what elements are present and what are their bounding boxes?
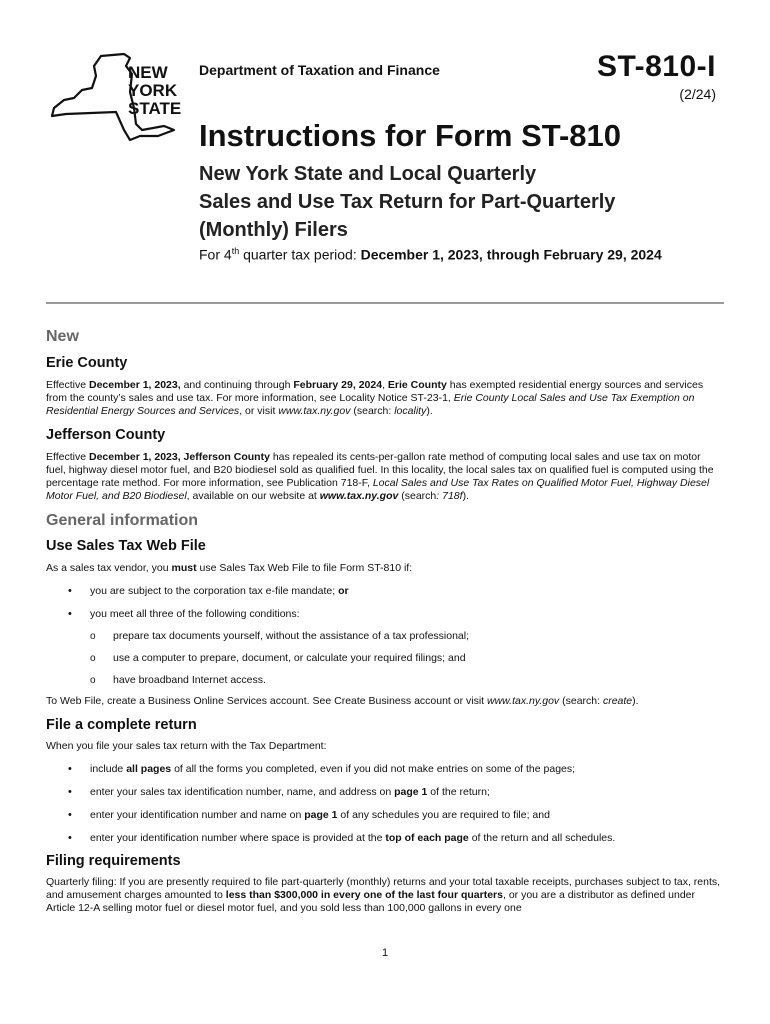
list-item: o have broadband Internet access. [46, 674, 722, 687]
erie-county-heading: Erie County [46, 355, 128, 371]
section-heading-new: New [46, 328, 79, 345]
web-file-subconditions [46, 630, 722, 687]
form-id: ST-810-I [596, 50, 716, 83]
instructions-body [46, 328, 722, 915]
web-file-intro: As a sales tax vendor, you must use Sales Tax Web File to file Form ST-810 if: [46, 562, 413, 574]
list-item: o prepare tax documents yourself, without the assistance of a tax professional; [46, 630, 722, 643]
filing-requirements-paragraph: Quarterly filing: If you are presently required to file part-quarterly (monthly) returns and your total taxable receipts, purchases subject to tax, rents, and amusement charges amounted to less than $300,000 in every one of the last four quarters, or you are a distributor as defined under Article 12-A selling motor fuel or diesel motor fuel, and you sold less than 100,000 gallons in every one [46, 876, 721, 914]
header-divider [46, 302, 724, 304]
web-file-outro: To Web File, create a Business Online Services account. See Create Business account or visit www.tax.ny.gov (search: create). [46, 695, 639, 707]
list-item: • enter your identification number and name on page 1 of any schedules you are required to file; and [46, 809, 722, 822]
subtitle-line: Sales and Use Tax Return for Part-Quarterly [199, 191, 616, 213]
list-item: • you are subject to the corporation tax e-file mandate; or [46, 585, 722, 598]
web-file-conditions [46, 585, 722, 621]
logo-word-2: YORK [128, 81, 178, 100]
revision-date: (2/24) [679, 86, 716, 102]
logo-word-1: NEW [128, 63, 168, 82]
nys-logo [46, 52, 196, 144]
subtitle-line: New York State and Local Quarterly [199, 163, 537, 185]
page-title: Instructions for Form ST-810 [199, 118, 622, 153]
page-number: 1 [381, 947, 389, 959]
subtitle [199, 160, 719, 244]
filing-requirements-heading: Filing requirements [46, 853, 181, 869]
subtitle-line: (Monthly) Filers [199, 219, 348, 241]
list-item: • you meet all three of the following conditions: [46, 608, 722, 621]
new-york-state-outline-icon [46, 52, 196, 144]
list-item: • enter your sales tax identification number, name, and address on page 1 of the return; [46, 786, 722, 799]
complete-return-heading: File a complete return [46, 717, 197, 733]
complete-return-list [46, 763, 722, 845]
jefferson-county-heading: Jefferson County [46, 427, 166, 443]
web-file-heading: Use Sales Tax Web File [46, 538, 206, 554]
list-item: • include all pages of all the forms you completed, even if you did not make entries on some of the pages; [46, 763, 722, 776]
erie-county-paragraph: Effective December 1, 2023, and continuing through February 29, 2024, Erie County has exempted residential energy sources and services from the county’s sales and use tax. For more information, see Locality Notice ST-23-1, Erie County Local Sales and Use Tax Exemption on Residential Energy Sources and Services, or visit www.tax.ny.gov (search: locality). [46, 379, 704, 417]
logo-word-3: STATE [128, 99, 182, 118]
list-item: • enter your identification number where space is provided at the top of each page of the return and all schedules. [46, 832, 722, 845]
tax-period: For 4th quarter tax period: December 1, 2023, through February 29, 2024 [199, 246, 662, 263]
department-name: Department of Taxation and Finance [199, 62, 440, 78]
jefferson-county-paragraph: Effective December 1, 2023, Jefferson County has repealed its cents-per-gallon rate method of computing local sales and use tax on motor fuel, highway diesel motor fuel, and B20 biodiesel sold as qualified fuel. In this locality, the local sales tax on qualified fuel is computed using the percentage rate method. For more information, see Publication 718-F, Local Sales and Use Tax Rates on Qualified Motor Fuel, Highway Diesel Motor Fuel, and B20 Biodiesel, available on our website at www.tax.ny.gov (search: 718f). [46, 451, 714, 502]
list-item: o use a computer to prepare, document, or calculate your required filings; and [46, 652, 722, 665]
section-heading-general: General information [46, 512, 199, 529]
complete-return-intro: When you file your sales tax return with the Tax Department: [46, 740, 327, 752]
